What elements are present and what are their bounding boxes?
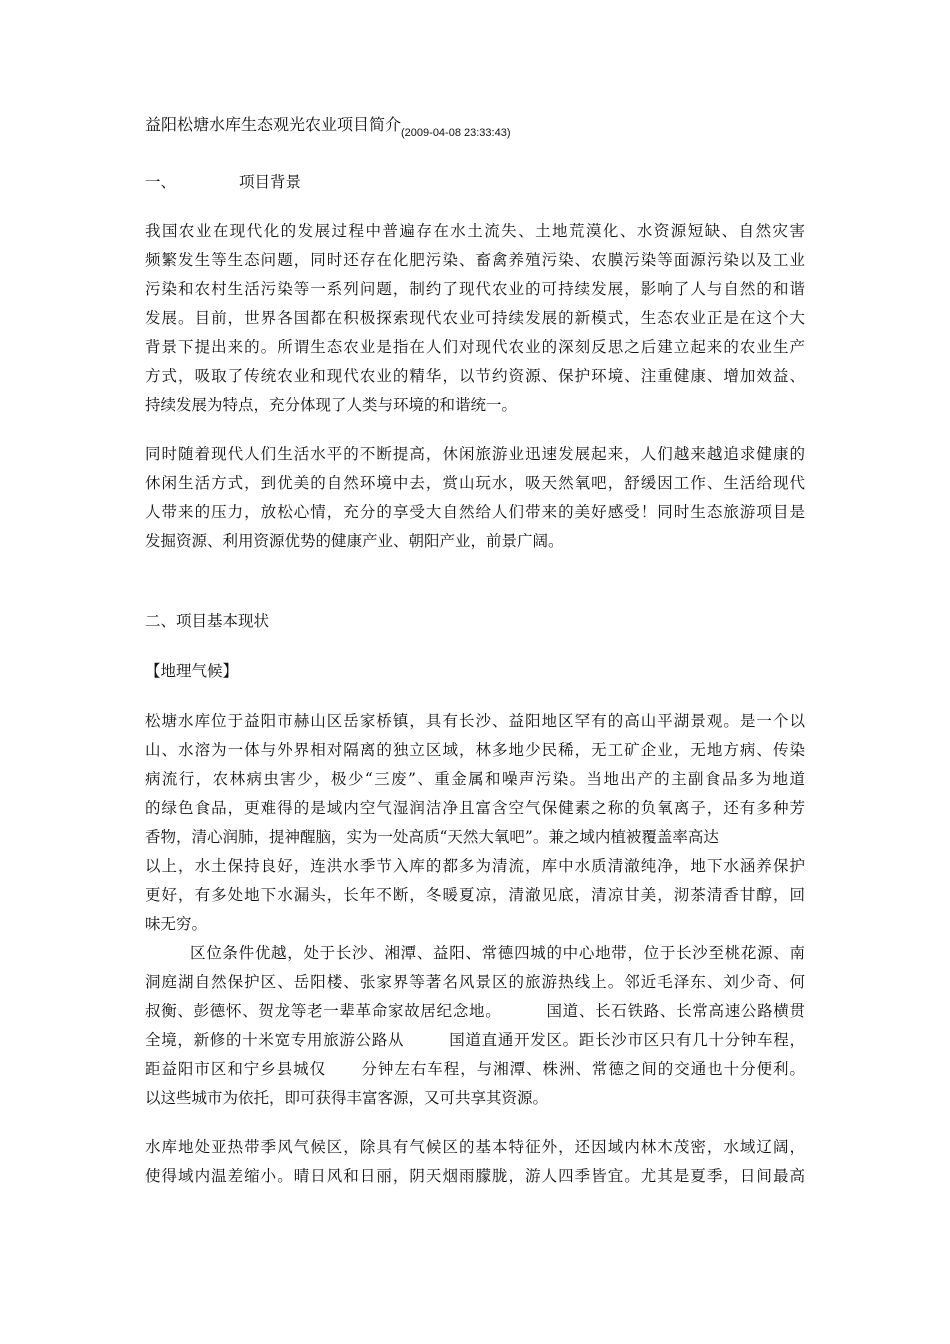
paragraph-line: 背景下提出来的。所谓生态农业是指在人们对现代农业的深刻反思之后建立起来的农业生产 bbox=[145, 338, 805, 356]
paragraph-line: 水库地处亚热带季风气候区，除具有气候区的基本特征外，还因域内林木茂密，水域辽阔， bbox=[145, 1138, 805, 1156]
paragraph-line: 我国农业在现代化的发展过程中普遍存在水土流失、土地荒漠化、水资源短缺、自然灾害 bbox=[145, 222, 805, 240]
paragraph-line: 频繁发生等生态问题，同时还存在化肥污染、畜禽养殖污染、农膜污染等面源污染以及工业 bbox=[145, 251, 805, 269]
paragraph-line: 味无穷。 bbox=[145, 915, 208, 933]
paragraph-line: 人带来的压力，放松心情，充分的享受大自然给人们带来的美好感受！同时生态旅游项目是 bbox=[145, 503, 805, 521]
paragraph-line: 的绿色食品，更难得的是域内空气湿润洁净且富含空气保健素之称的负氧离子，还有多种芳 bbox=[145, 799, 805, 817]
section-1-number: 一、 bbox=[145, 173, 177, 191]
paragraph-line: 使得域内温差缩小。晴日风和日丽，阴天烟雨朦胧，游人四季皆宜。尤其是夏季，日间最高 bbox=[145, 1167, 805, 1185]
paragraph-line: 污染和农村生活污染等一系列问题，制约了现代农业的可持续发展，影响了人与自然的和谐 bbox=[145, 280, 805, 298]
paragraph-line: 距益阳市区和宁乡县城仅 分钟左右车程，与湘潭、株洲、常德之间的交通也十分便利。 bbox=[145, 1060, 805, 1078]
paragraph-line: 发展。目前，世界各国都在积极探索现代农业可持续发展的新模式，生态农业正是在这个大 bbox=[145, 309, 805, 327]
paragraph-line: 方式，吸取了传统农业和现代农业的精华，以节约资源、保护环境、注重健康、增加效益、 bbox=[145, 367, 805, 385]
document-title bbox=[145, 114, 510, 138]
paragraph-line: 叔衡、彭德怀、贺龙等老一辈革命家故居纪念地。 国道、长石铁路、长常高速公路横贯 bbox=[145, 1002, 805, 1020]
paragraph-line: 发掘资源、利用资源优势的健康产业、朝阳产业，前景广阔。 bbox=[145, 532, 564, 550]
paragraph-line: 山、水溶为一体与外界相对隔离的独立区域，林多地少民稀，无工矿企业，无地方病、传染 bbox=[145, 741, 805, 759]
title-text: 益阳松塘水库生态观光农业项目简介 bbox=[145, 115, 402, 134]
section-2-subheading: 【地理气候】 bbox=[145, 662, 239, 680]
paragraph-line: 以上，水土保持良好，连洪水季节入库的都多为清流，库中水质清澈纯净，地下水涵养保护 bbox=[145, 857, 805, 875]
paragraph-line: 香物，清心润肺，提神醒脑，实为一处高质“天然大氧吧”。兼之域内植被覆盖率高达 bbox=[145, 828, 719, 846]
section-1-heading bbox=[145, 172, 301, 192]
paragraph-line: 更好，有多处地下水漏头，长年不断，冬暖夏凉，清澈见底，清凉甘美，沏茶清香甘醇，回 bbox=[145, 886, 805, 904]
section-2-heading: 二、项目基本现状 bbox=[145, 612, 270, 630]
paragraph-line: 同时随着现代人们生活水平的不断提高，休闲旅游业迅速发展起来，人们越来越追求健康的 bbox=[145, 445, 805, 463]
paragraph-line: 病流行，农林病虫害少，极少“三废”、重金属和噪声污染。当地出产的主副食品多为地道 bbox=[145, 770, 805, 788]
paragraph-line: 洞庭湖自然保护区、岳阳楼、张家界等著名风景区的旅游热线上。邻近毛泽东、刘少奇、何 bbox=[145, 973, 805, 991]
paragraph-line: 休闲生活方式，到优美的自然环境中去，赏山玩水，吸天然氧吧，舒缓因工作、生活给现代 bbox=[145, 474, 805, 492]
paragraph-line: 松塘水库位于益阳市赫山区岳家桥镇，具有长沙、益阳地区罕有的高山平湖景观。是一个以 bbox=[145, 712, 805, 730]
paragraph-line: 区位条件优越，处于长沙、湘潭、益阳、常德四城的中心地带，位于长沙至桃花源、南 bbox=[145, 944, 805, 962]
title-timestamp: (2009-04-08 23:33:43) bbox=[401, 127, 511, 139]
section-1-title: 项目背景 bbox=[239, 173, 302, 191]
paragraph-line: 持续发展为特点，充分体现了人类与环境的和谐统一。 bbox=[145, 396, 518, 414]
paragraph-line: 全境，新修的十米宽专用旅游公路从 国道直通开发区。距长沙市区只有几十分钟车程， bbox=[145, 1031, 805, 1049]
paragraph-line: 以这些城市为依托，即可获得丰富客源，又可共享其资源。 bbox=[145, 1089, 549, 1107]
